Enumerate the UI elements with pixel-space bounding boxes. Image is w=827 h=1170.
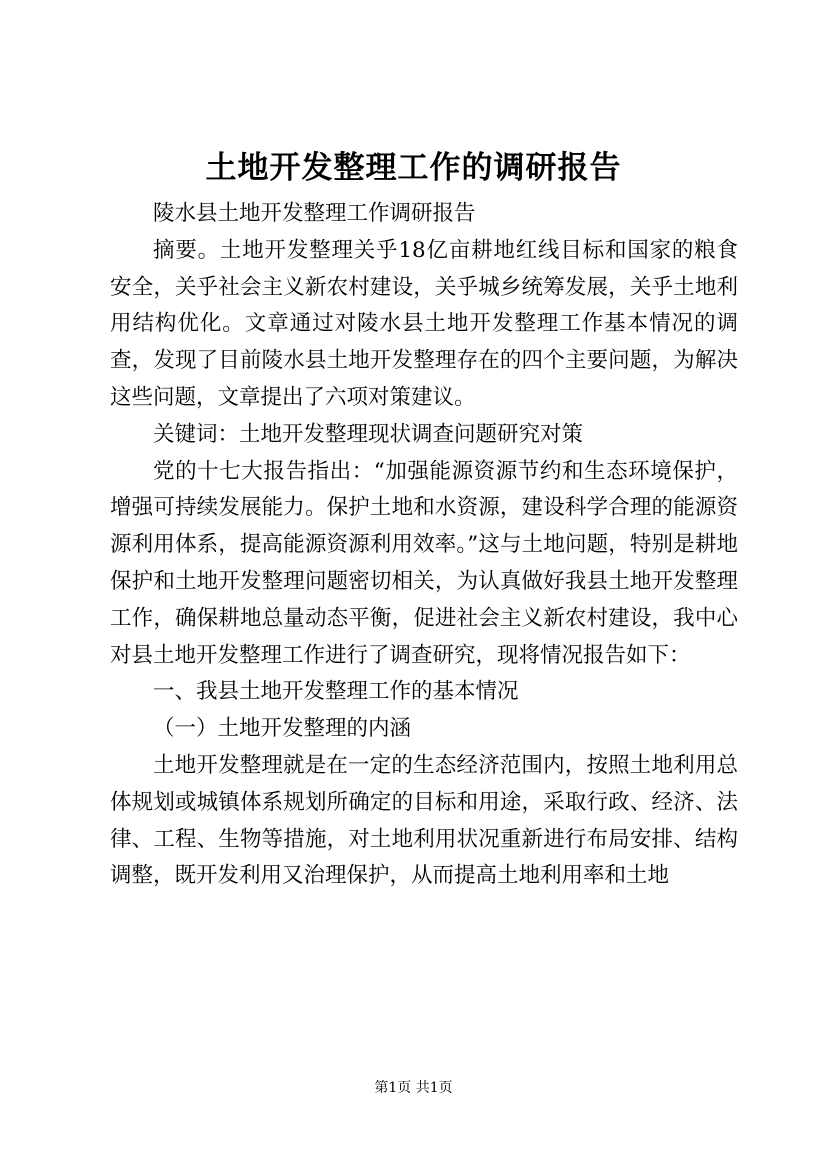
section-heading-1: 一、我县土地开发整理工作的基本情况	[153, 679, 519, 705]
paragraph-definition: 土地开发整理就是在一定的生态经济范围内，按照土地利用总体规划或城镇体系规划所确定的目标和用途，采取行政、经济、法律、工程、生物等措施，对土地利用状况重新进行布局安排、结构调整，既开发利用又治理保护，从而提高土地利用率和土地	[110, 752, 738, 889]
paragraph-report-name: 陵水县土地开发整理工作调研报告	[153, 201, 476, 226]
document-title: 土地开发整理工作的调研报告	[205, 150, 622, 186]
document-body	[110, 196, 738, 895]
page-number-footer: 第1页 共1页	[374, 1080, 453, 1096]
paragraph-abstract: 摘要。土地开发整理关乎18亿亩耕地红线目标和国家的粮食安全，关乎社会主义新农村建设，关乎城乡统筹发展，关乎土地利用结构优化。文章通过对陵水县土地开发整理工作基本情况的调查，发现了目前陵水县土地开发整理存在的四个主要问题，为解决这些问题，文章提出了六项对策建议。	[110, 237, 738, 410]
paragraph-introduction: 党的十七大报告指出：“加强能源资源节约和生态环境保护，增强可持续发展能力。保护土地和水资源，建设科学合理的能源资源利用体系，提高能源资源利用效率。”这与土地问题，特别是耕地保护和土地开发整理问题密切相关，为认真做好我县土地开发整理工作，确保耕地总量动态平衡，促进社会主义新农村建设，我中心对县土地开发整理工作进行了调查研究，现将情况报告如下：	[110, 458, 738, 668]
paragraph-keywords: 关键词：土地开发整理现状调查问题研究对策	[153, 421, 584, 447]
subsection-heading-1: （一）土地开发整理的内涵	[153, 716, 412, 742]
